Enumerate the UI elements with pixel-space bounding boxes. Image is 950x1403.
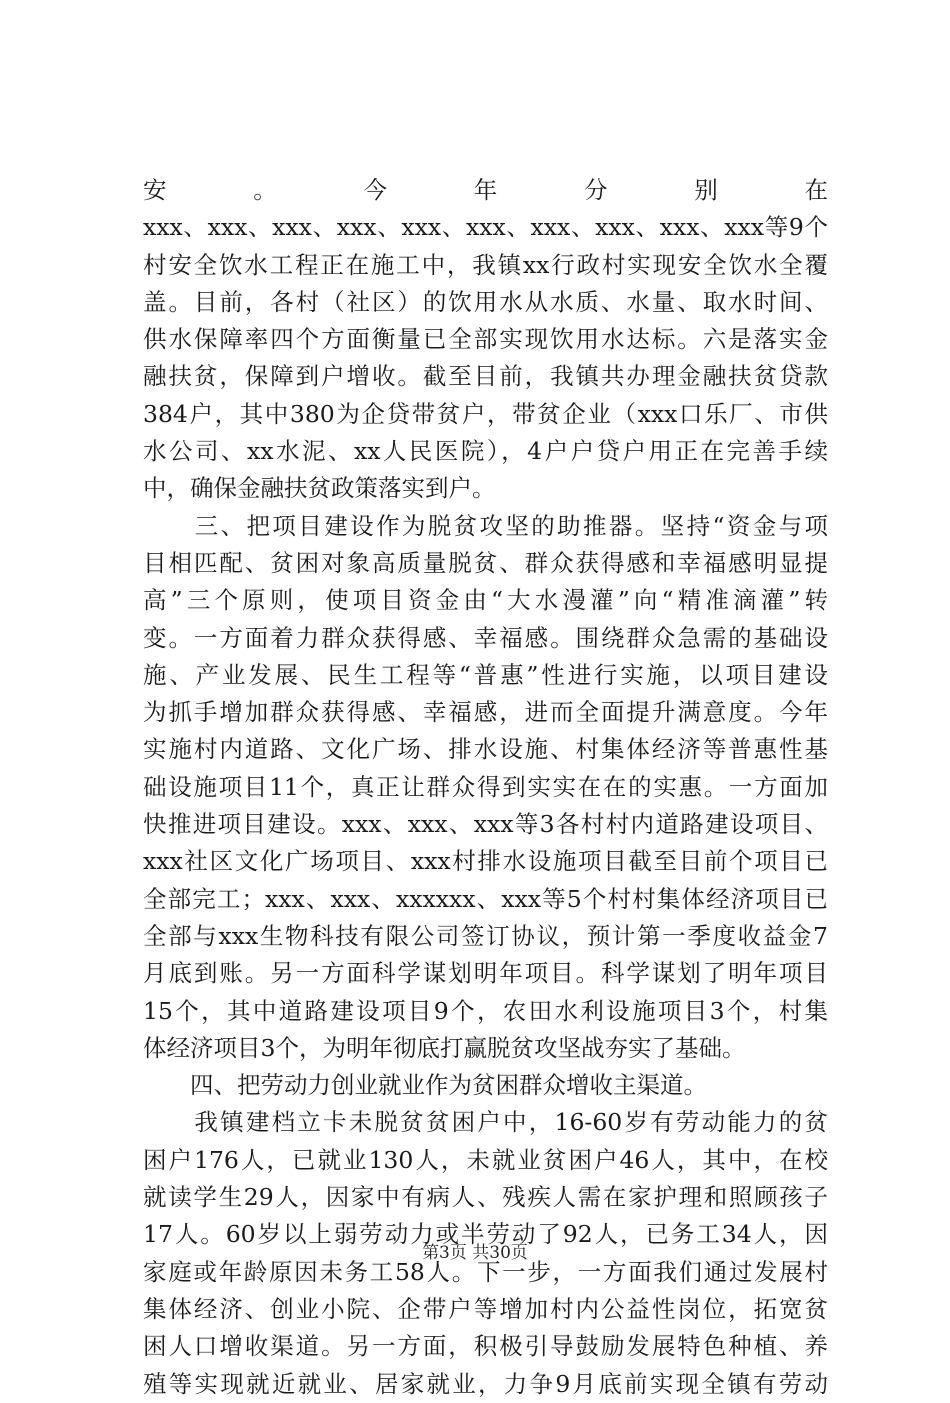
text-line: 我镇建档立卡未脱贫贫困户中，16-60岁有劳动能力的贫: [143, 1108, 828, 1137]
text-line: 目相匹配、贫困对象高质量脱贫、群众获得感和幸福感明显提: [143, 548, 828, 577]
spread-char: 在: [804, 176, 828, 204]
text-line: 四、把劳动力创业就业作为贫困群众增收主渠道。: [143, 1071, 707, 1100]
text-lines: [143, 209, 828, 1403]
text-line: 融扶贫，保障到户增收。截至目前，我镇共办理金融扶贫贷款: [143, 362, 828, 391]
spread-char: 今: [363, 176, 387, 204]
text-line: 全部与xxx生物科技有限公司签订协议，预计第一季度收益金7: [143, 921, 828, 950]
text-line: 变。一方面着力群众获得感、幸福感。围绕群众急需的基础设: [143, 623, 828, 652]
text-line: 村安全饮水工程正在施工中，我镇xx行政村实现安全饮水全覆: [143, 250, 828, 279]
text-line: 全部完工；xxx、xxx、xxxxxx、xxx等5个村村集体经济项目已: [143, 884, 828, 913]
body-text: [143, 172, 828, 1403]
text-line: 础设施项目11个，真正让群众得到实实在在的实惠。一方面加: [143, 772, 828, 801]
text-line: 384户，其中380为企贷带贫户，带贫企业（xxx口乐厂、市供: [143, 399, 828, 428]
text-line: 高”三个原则，使项目资金由“大水漫灌”向“精准滴灌”转: [143, 586, 828, 615]
text-line: 实施村内道路、文化广场、排水设施、村集体经济等普惠性基: [143, 735, 828, 764]
text-line: 殖等实现就近就业、居家就业，力争9月底前实现全镇有劳动: [143, 1369, 828, 1398]
text-line: 快推进项目建设。xxx、xxx、xxx等3各村村内道路建设项目、: [143, 810, 828, 839]
text-line: 集体经济、创业小院、企带户等增加村内公益性岗位，拓宽贫: [143, 1294, 828, 1323]
spread-char: 别: [694, 176, 718, 204]
text-line: 水公司、xx水泥、xx人民医院），4户户贷户用正在完善手续: [143, 437, 828, 466]
text-line: 月底到账。另一方面科学谋划明年项目。科学谋划了明年项目: [143, 959, 828, 988]
spread-char: 年: [473, 176, 498, 204]
text-line: 盖。目前，各村（社区）的饮用水从水质、水量、取水时间、: [143, 287, 828, 316]
text-line: 家庭或年龄原因未务工58人。下一步，一方面我们通过发展村: [143, 1257, 828, 1286]
text-line: 15个，其中道路建设项目9个，农田水利设施项目3个，村集: [143, 996, 828, 1025]
text-line: 就读学生29人，因家中有病人、残疾人需在家护理和照顾孩子: [143, 1183, 828, 1212]
text-line: 困人口增收渠道。另一方面，积极引导鼓励发展特色种植、养: [143, 1332, 828, 1361]
text-line-spread: [143, 172, 828, 209]
text-line: 困户176人，已就业130人，未就业贫困户46人，其中，在校: [143, 1145, 828, 1174]
text-line: 17人。60岁以上弱劳动力或半劳动了92人，已务工34人，因: [143, 1220, 828, 1249]
spread-char: 。: [253, 176, 277, 204]
text-line: 三、把项目建设作为脱贫攻坚的助推器。坚持“资金与项: [143, 511, 828, 540]
text-line: 供水保障率四个方面衡量已全部实现饮用水达标。六是落实金: [143, 325, 828, 354]
page-footer: 第3页 共30页: [422, 1243, 528, 1263]
text-line: 施、产业发展、民生工程等“普惠”性进行实施，以项目建设: [143, 660, 828, 689]
text-line: xxx社区文化广场项目、xxx村排水设施项目截至目前个项目已: [143, 847, 828, 876]
spread-char: 分: [584, 176, 608, 204]
text-line: 体经济项目3个，为明年彻底打赢脱贫攻坚战夯实了基础。: [143, 1033, 746, 1062]
spread-char: 安: [143, 176, 167, 204]
text-line: 为抓手增加群众获得感、幸福感，进而全面提升满意度。今年: [143, 698, 828, 727]
text-line: 中，确保金融扶贫政策落实到户。: [143, 474, 496, 503]
text-line: xxx、xxx、xxx、xxx、xxx、xxx、xxx、xxx、xxx、xxx等9个: [143, 213, 828, 242]
